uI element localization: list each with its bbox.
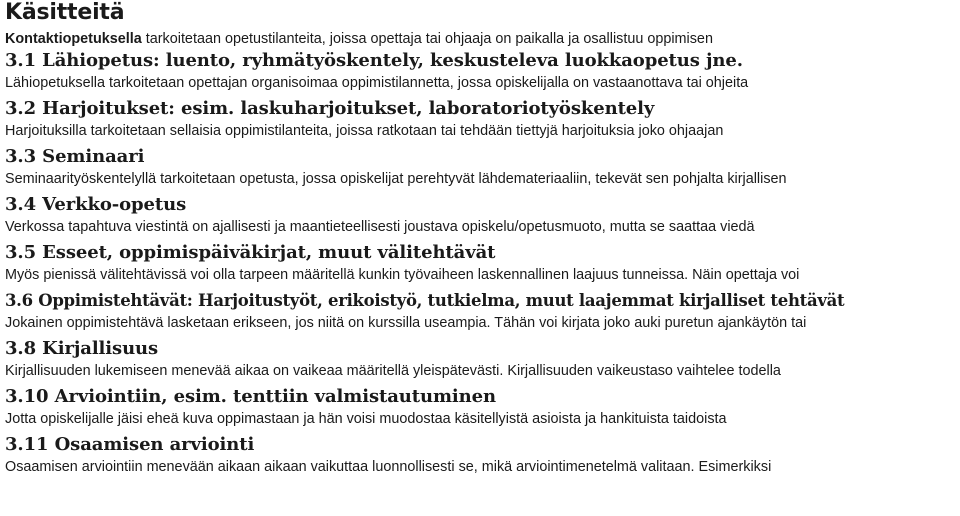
section-heading: 3.5 Esseet, oppimispäiväkirjat, muut välitehtävät xyxy=(5,242,496,263)
section-text: Jokainen oppimistehtävä lasketaan erikseen, jos niitä on kurssilla useampia. Tähän voi kirjata joko auki puretun ajankäytön tai xyxy=(5,315,807,331)
section-heading: 3.6 Oppimistehtävät: Harjoitustyöt, erikoistyö, tutkielma, muut laajemmat kirjalliset tehtävät xyxy=(5,291,845,310)
section-text: Myös pienissä välitehtävissä voi olla tarpeen määritellä kunkin työvaiheen laskennallinen laajuus tunneissa. Näin opettaja voi xyxy=(5,267,800,283)
section-heading: 3.4 Verkko-opetus xyxy=(5,194,187,215)
section-heading: 3.3 Seminaari xyxy=(5,146,145,167)
section-text: Osaamisen arviointiin menevään aikaan aikaan vaikuttaa luonnollisesti se, mikä arviointimenetelmä valitaan. Esimerkiksi xyxy=(5,459,772,475)
section-heading: 3.1 Lähiopetus: luento, ryhmätyöskentely, keskusteleva luokkaopetus jne. xyxy=(5,50,743,71)
intro-text: tarkoitetaan opetustilanteita, joissa opettaja tai ohjaaja on paikalla ja osallistuu oppimisen xyxy=(141,31,713,47)
section-heading: 3.8 Kirjallisuus xyxy=(5,338,159,359)
section-text: Jotta opiskelijalle jäisi eheä kuva oppimastaan ja hän voisi muodostaa käsitellyistä asioista ja hankituista taidoista xyxy=(5,411,727,427)
page-title: Käsitteitä xyxy=(5,0,125,25)
section-heading: 3.11 Osaamisen arviointi xyxy=(5,434,255,455)
section-text: Verkossa tapahtuva viestintä on ajallisesti ja maantieteellisesti joustava opiskelu/opetusmuoto, mutta se saattaa viedä xyxy=(5,219,755,235)
section-text: Harjoituksilla tarkoitetaan sellaisia oppimistilanteita, joissa ratkotaan tai tehdään tiettyjä harjoituksia joko ohjaajan xyxy=(5,123,724,139)
intro-paragraph xyxy=(5,29,960,49)
section-text: Lähiopetuksella tarkoitetaan opettajan organisoimaa oppimistilannetta, jossa opiskelijalla on vastaanottava tai ohjeita xyxy=(5,75,749,91)
intro-term: Kontaktiopetuksella xyxy=(5,31,142,47)
section-heading: 3.10 Arviointiin, esim. tenttiin valmistautuminen xyxy=(5,386,496,407)
section-heading: 3.2 Harjoitukset: esim. laskuharjoitukset, laboratoriotyöskentely xyxy=(5,98,655,119)
section-text: Kirjallisuuden lukemiseen menevää aikaa on vaikeaa määritellä yleispätevästi. Kirjallisuuden vaikeustaso vaihtelee todella xyxy=(5,363,781,379)
section-text: Seminaarityöskentelyllä tarkoitetaan opetusta, jossa opiskelijat perehtyvät lähdemateriaaliin, tekevät sen pohjalta kirjallisen xyxy=(5,171,787,187)
